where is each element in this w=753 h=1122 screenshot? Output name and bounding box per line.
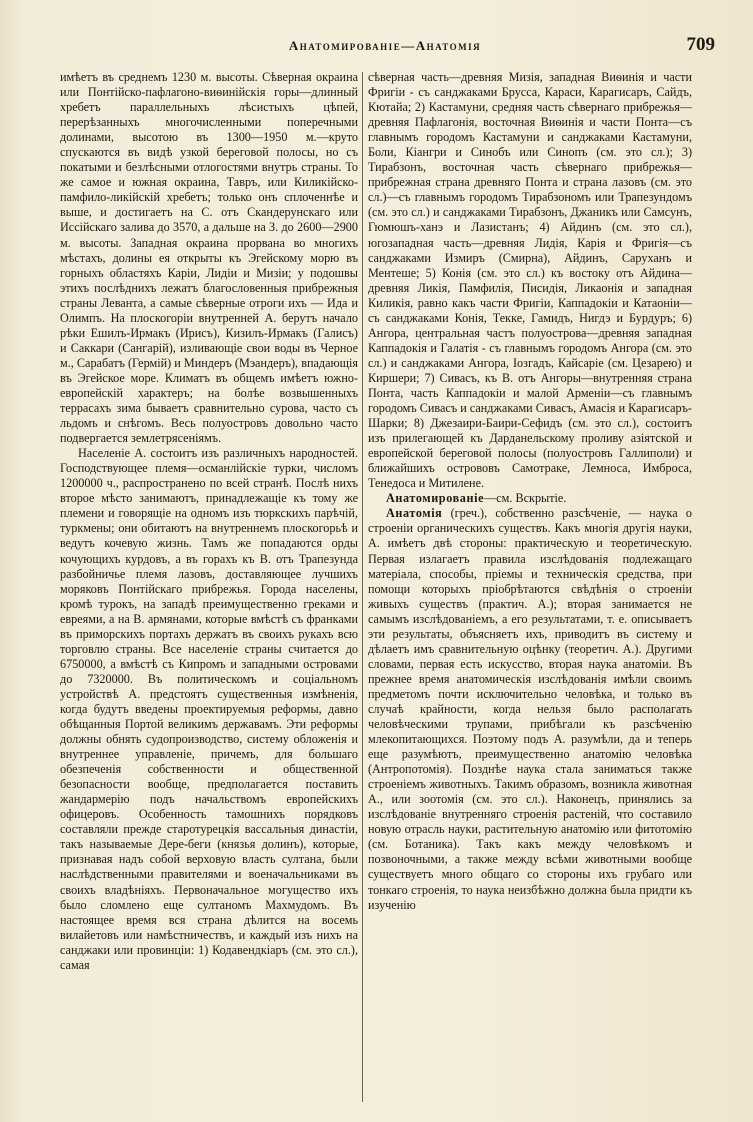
- running-title: Анатомированіе—Анатомія: [288, 38, 482, 53]
- column-divider: [362, 72, 363, 1102]
- page-header: [55, 34, 715, 60]
- entry-text: (греч.), собственно разсѣченіе, — наука о строеніи органическихъ существъ. Какъ многія другія науки, А. имѣетъ двѣ стороны: практическую и теоретическую. Первая излагаетъ правила изслѣдованія подлежащаго матеріала, способы, пріемы и техническія средства, при помощи которыхъ пріобрѣтаются свѣдѣнія о строеніи живыхъ существъ (практич. А.); вторая занимается не самымъ изслѣдованіемъ, а его результатами, т. е. описываетъ эти результаты, объясняетъ ихъ, приводитъ въ систему и дѣлаетъ имъ сравнительную оцѣнку (теоретич. А.). Другими словами, первая есть искусство, вторая наука анатоміи. Въ прежнее время анатомическія изслѣдованія имѣли своимъ предметомъ почти исключительно человѣка, и только въ случаѣ крайности, когда нельзя было располагать человѣческими трупами, прибѣгали къ разсѣченію млекопитающихся. Поэтому подъ А. разумѣли, да и теперь еще разумѣютъ, преимущественно анатомію человѣка (Антропотомія). Позднѣе наука стала заниматься также строеніемъ животныхъ. Такимъ образомъ, возникла животная А., или зоотомія (см. это сл.). Наконецъ, принялись за изслѣдованіе внутренняго строенія растеній, что составило новую отрасль науки, растительную анатомію или фитотомію (см. Ботаника). Такъ какъ между человѣкомъ и позвоночными, а также между всѣми животными вообще существуетъ много общаго со стороны ихъ грубаго или тонкаго строенія, то наука неизбѣжно должна была придти къ изученію: [368, 506, 692, 912]
- page-number: 709: [686, 34, 715, 55]
- text-paragraph: имѣетъ въ среднемъ 1230 м. высоты. Сѣверная окраина или Понтійско-пафлагоно-виѳинійскія горы—длинный хребетъ параллельныхъ лѣсистыхъ цѣпей, перерѣзанныхъ многочисленными поперечными долинами, высотою въ 1300—1950 м.—круто спускаются въ видѣ узкой береговой полосы, но съ покатыми и безлѣсными отлогостями внутрь страны. То же самое и южная окраина, Тавръ, или Киликійско-памфило-ликійскій хребетъ; только онъ сплоченнѣе и выше, и достигаетъ на С. отъ Скандерунскаго или Иссійскаго залива до 3570, а дальше на З. до 2600—2900 м. высоты. Западная окраина прорвана во многихъ мѣстахъ, долины ея открыты къ Эгейскому морю въ горныхъ областяхъ Каріи, Лидіи и Мизіи; у подошвы этихъ послѣднихъ лежатъ благословенныя прибрежныя страны Леванта, а самые сѣверные отроги ихъ — Ида и Олимпъ. На плоскогоріи внутренней А. берутъ начало рѣки Ешилъ-Ирмакъ (Ирисъ), Кизилъ-Ирмакъ (Галисъ) и Саккари (Сангарій), изливающіе свои воды въ Черное м., Сарабатъ (Гермій) и Миндеръ (Мэандеръ), впадающія въ Эгейское море. Климатъ въ общемъ имѣетъ южно-европейскій характеръ; на болѣе возвышенныхъ террасахъ зима бываетъ сравнительно сурова, часто съ льдомъ и снѣгомъ. Весь полуостровъ довольно часто подвергается землетрясеніямъ.: [60, 70, 358, 446]
- dictionary-entry: [368, 506, 692, 912]
- right-column: [368, 70, 692, 1105]
- entry-text: —см. Вскрытіе.: [484, 491, 567, 506]
- entry-headword: Анатомированіе: [386, 491, 485, 506]
- entry-headword: Анатомія: [386, 506, 443, 521]
- text-paragraph: Населеніе А. состоитъ изъ различныхъ народностей. Господствующее племя—османлійскіе турки, числомъ 1200000 ч., распространено по всей странѣ. Послѣ нихъ второе мѣсто занимаютъ, принадлежащіе къ тому же племени и говорящіе на одномъ изъ тюркскихъ парѣчій, туркмены; они обитаютъ на внутреннемъ плоскогорьѣ и ведутъ кочевую жизнь. Тамъ же попадаются орды кочующихъ курдовъ, а въ горахъ къ В. отъ Трапезунда разбойничье племя лазовъ, доставляющее лучшихъ моряковъ Понтійскаго прибрежья. Города населены, кромѣ турокъ, на западѣ преимущественно греками и евреями, а на В. армянами, которые вмѣстѣ съ франками въ приморскихъ портахъ держатъ въ своихъ рукахъ всю торговлю страны. Все населеніе страны считается до 6750000, а вмѣстѣ съ Кипромъ и западными островами до 7320000. Въ политическомъ и соціальномъ устройствѣ А. предстоятъ существенныя измѣненія, когда будутъ введены проектируемыя реформы, давно обѣщанныя Портой великимъ державамъ. Эти реформы должны обнять судопроизводство, систему обложенія и внутреннее управленіе, причемъ, для большаго обезпеченія собственности и общественной безопасности вообще, предполагается поставить жандармерію подъ начальствомъ европейскихъ офицеровъ. Особенность тамошнихъ порядковъ составляли прежде старотурецкія вассальныя династіи, такъ называемые Дере-беги (князья долинъ), которые, признавая надъ собой верховую власть султана, были наслѣдственными правителями и военачальниками въ своихъ владѣніяхъ. Первоначальное могущество ихъ было сломлено еще султаномъ Махмудомъ. Въ настоящее время вся страна дѣлится на восемь вилайетовъ или намѣстничествъ, и каждый изъ нихъ на санджаки или провинціи: 1) Кодавендкіаръ (см. это сл.), самая: [60, 446, 358, 972]
- dictionary-entry: [368, 491, 692, 506]
- left-column: [60, 70, 358, 1105]
- text-paragraph: сѣверная часть—древняя Мизія, западная Виѳинія и части Фригіи - съ санджаками Бруcса, Караси, Карагисаръ, Сайдъ, Кютайа; 2) Кастамуни, средняя часть сѣвернаго прибрежья—древняя Пафлагонія, восточная Виѳинія и части Понта—съ главнымъ городомъ Кастамуни и санджаками Кастамуни, Боли, Кіангри и Синобъ или Синопъ (см. это сл.); 3) Тирабзонъ, восточная часть сѣвернаго прибрежья—прибрежная страна древняго Понта и страна лазовъ (см. это сл.)—съ главнымъ городомъ Тирабзономъ или Трапезундомъ (см. это сл.) и санджаками Тирабзонъ, Джаникъ или Самсунъ, Гюмюшъ-ханэ и Лазистанъ; 4) Айдинъ (см. это сл.), югозападная часть—древняя Лидія, Карія и Фригія—съ санджаками Измиръ (Смирна), Айдинъ, Саруханъ и Ментеше; 5) Конія (см. это сл.) къ востоку отъ Айдина—древняя Ликія, Памфилія, Писидія, Ликаонія и западная Киликія, равно какъ части Фригіи, Каппадокіи и Катаоніи—съ санджаками Конія, Текке, Гамидъ, Нигдэ и Бурдуръ; 6) Ангора, центральная частъ полуострова—древняя западная Каппадокія и Галатія - съ главнымъ городомъ Ангора (см. это сл.) и санджаками Ангора, Іозгадъ, Кайсаріе (см. Цезарею) и Киршери; 7) Сивасъ, къ В. отъ Ангоры—внутренняя страна Понта, часть Каппадокіи и малой Арменіи—съ главнымъ городомъ Сивасъ и санджаками Сивасъ, Амасія и Карагисаръ-Шарки; 8) Джезаири-Баири-Сефидъ (см. это сл.), состоитъ изъ прилегающей къ Дарданельскому проливу азіятской и европейской береговой полосы (полуостровъ Галлиполи) и ближайшихъ острововъ Самотраке, Лемноса, Имброса, Тенедоса и Митилене.: [368, 70, 692, 491]
